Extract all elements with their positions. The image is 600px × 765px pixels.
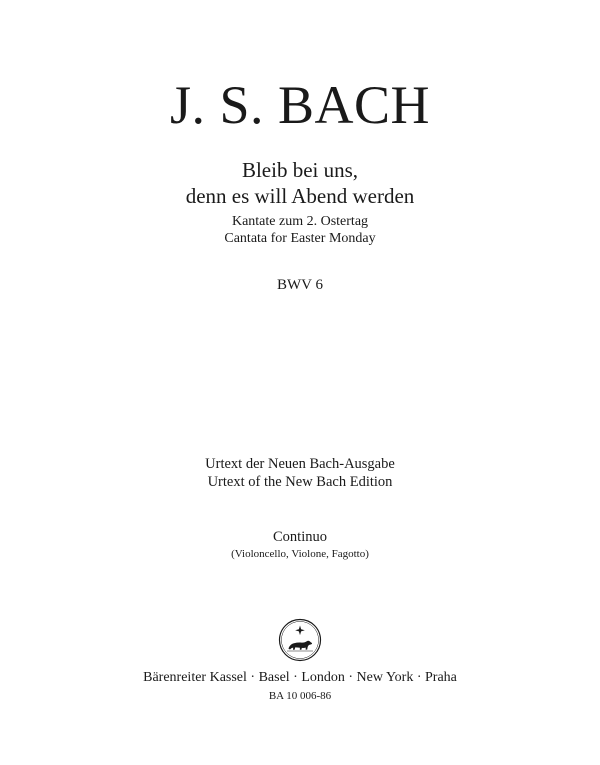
subtitle-german: Kantate zum 2. Ostertag	[231, 214, 369, 229]
order-number: BA 10 006-86	[268, 690, 332, 702]
work-title-line-2: denn es will Abend werden	[185, 184, 415, 208]
edition-german: Urtext der Neuen Bach-Ausgabe	[205, 456, 395, 472]
part-instruments: (Violoncello, Violone, Fagotto)	[231, 548, 369, 560]
publisher-locations: Bärenreiter Kassel · Basel · London · New York · Praha	[143, 670, 457, 685]
baerenreiter-bear-logo-icon	[278, 618, 322, 662]
work-title-line-1: Bleib bei uns,	[241, 158, 359, 182]
edition-english: Urtext of the New Bach Edition	[207, 474, 393, 490]
part-name: Continuo	[273, 529, 327, 545]
bwv-number: BWV 6	[277, 277, 323, 293]
composer-name: J. S. BACH	[169, 75, 431, 135]
subtitle-english: Cantata for Easter Monday	[224, 231, 376, 246]
